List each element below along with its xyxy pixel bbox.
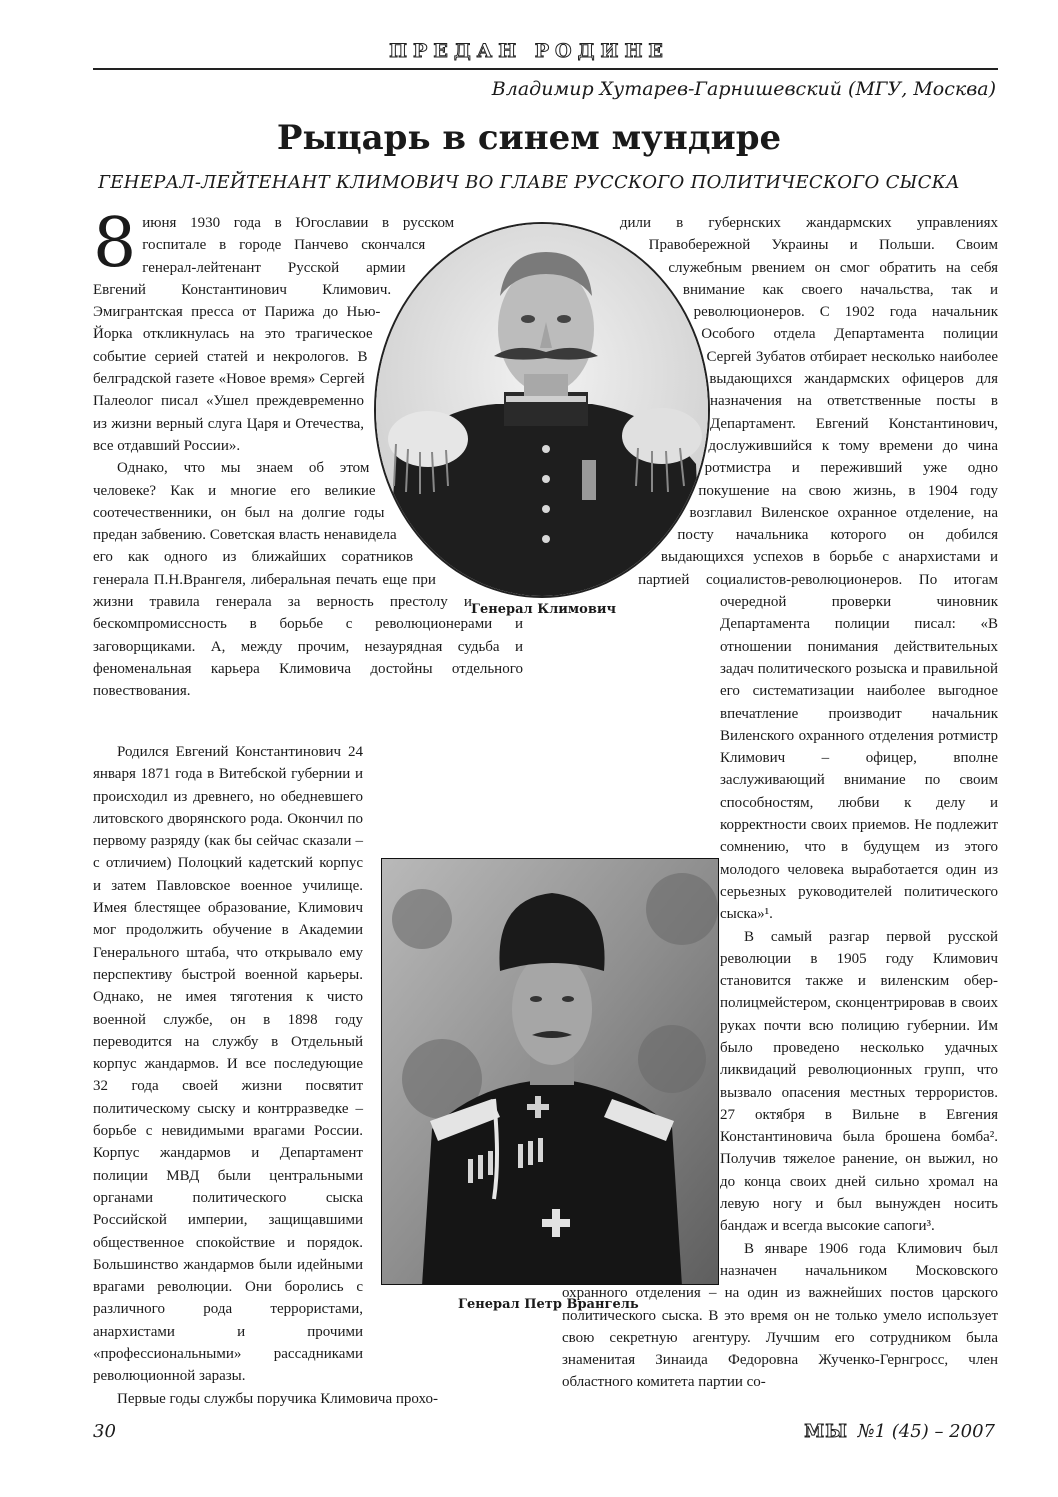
page-number: 30 (93, 1421, 116, 1442)
author-line: Владимир Хутарев-Гарнишевский (МГУ, Москва) (491, 78, 996, 100)
article-title: Рыцарь в синем мундире (276, 118, 782, 158)
rubric: ПРЕДАН РОДИНЕ (389, 40, 669, 62)
drop-cap: 8 (93, 204, 137, 283)
header-rule (93, 68, 998, 70)
paragraph-6: В самый разгар первой русской революции в 1905 году Климович становится также и виленским обер-полицмейстером, сконцентрировав в своих руках почти всю полицию губернии. Им было проведено несколько удачных ликвидаций революционных групп, что вызвало опасения местных террористов. 27 октября в Вильне в Евгения Константиновича была брошена бомба². Получив тяжелое ранение, он выжил, но до конца своих дней сильно хромал на левую ногу и был вынужден носить бандаж и всегда высокие сапоги³. (720, 928, 998, 1235)
paragraph-7: В январе 1906 года Климович был назначен начальником Московского охранного отделения – на один из важнейших постов царского политического сыска. В это время он не только умело использует свою секретную агентуру. Лучшим его сотрудником была знаменитая Зинаида Федоровна Жученко-Гернгросс, член областного комитета партии со- (562, 1240, 998, 1391)
caption-klimovich: Генерал Климович (471, 602, 617, 617)
paragraph-5: дили в губернских жандармских управлениях Правобережной Украины и Польши. Своим служебным рвением он смог обратить на себя внимание как своего начальства, так и революционеров. С 1902 года начальник Особого отдела Департамента полиции Сергей Зубатов отбирает несколько наиболее выдающихся жандармских офицеров для назначения на ответственные посты в Департамент. Евгений Константинович, дослужившийся к тому времени до чина ротмистра и переживший уже одно покушение на свою жизнь, в 1904 году возглавил Виленское охранное отделение, на посту начальника которого он добился выдающихся успехов в борьбе с анархистами и партией социалистов-революционеров. По итогам очередной проверки чиновник Департамента полиции писал: «В отношении понимания действительных задач политического розыска и правильной его систематизации наиболее выгодное впечатление производит начальник Виленского охранного отделения ротмистр Климович – офицер, вполне заслуживающий внимание по своим способностям, любви к делу и корректности своих приемов. Не подлежит сомнению, что в будущем из этого молодого человека выработается один из серьезных руководителей политического сыска»¹. (619, 215, 998, 923)
portrait-klimovich (374, 222, 710, 598)
paragraph-3: Родился Евгений Константинович 24 января 1871 года в Витебской губернии и происходил из древнего, но обедневшего литовского дворянского рода. Окончил по первому разряду (как бы сейчас сказали – с отличием) Полоцкий кадетский корпус и затем Павловское военное училище. Имея блестящее образование, Климович мог продолжить обучение в Академии Генерального штаба, что открывало ему перспективу быстрой военной карьеры. Однако, не имея тяготения к чисто военной службе, он в 1898 году переводится на службу в Отдельный корпус жандармов. И все последующие 32 года своей жизни посвятит политическому сыску и контрразведке – борьбе с невидимыми врагами России. Корпус жандармов и Департамент полиции МВД были центральными органами политического сыска Российской империи, защищавшими общественное спокойствие и порядок. Большинство жандармов были идейными врагами революции. Они боролись с различного рода террористами, анархистами и прочими «профессиональными» рассадниками революционной заразы. (93, 744, 363, 1385)
caption-wrangel: Генерал Петр Врангель (458, 1297, 639, 1312)
magazine-logo: МЫ (804, 1421, 848, 1442)
paragraph-4: Первые годы службы поручика Климовича прохо- (117, 1390, 438, 1407)
issue-number: №1 (45) – 2007 (857, 1421, 995, 1442)
photo-wrangel (381, 858, 719, 1285)
paragraph-1: июня 1930 года в Югославии в русском госпитале в городе Панчево скончался генерал-лейтенант Русской армии Евгений Константинович Климович. Эмигрантская пресса от Парижа до Нью-Йорка откликнулась на это трагическое событие серией статей и некрологов. В белградской газете «Новое время» Сергей Палеолог писал «Ушел преждевременно из жизни верный слуга Царя и Отечества, все отдавший России». (93, 215, 455, 454)
issue-info (804, 1421, 995, 1442)
paragraph-2: Однако, что мы знаем об этом человеке? Как и многие его великие соотечественники, он был на долгие годы предан забвению. Советская власть ненавидела его как одного из ближайших соратников генерала П.Н.Врангеля, либеральная печать еще при жизни травила генерала за верность престолу и бескомпромиссность в борьбе с революционерами и заговорщиками. А, между прочим, незаурядная судьба и феноменальная карьера Климовича достойны отдельного повествования. (93, 460, 523, 700)
article-subtitle: ГЕНЕРАЛ-ЛЕЙТЕНАНТ КЛИМОВИЧ ВО ГЛАВЕ РУССКОГО ПОЛИТИЧЕСКОГО СЫСКА (98, 172, 960, 193)
